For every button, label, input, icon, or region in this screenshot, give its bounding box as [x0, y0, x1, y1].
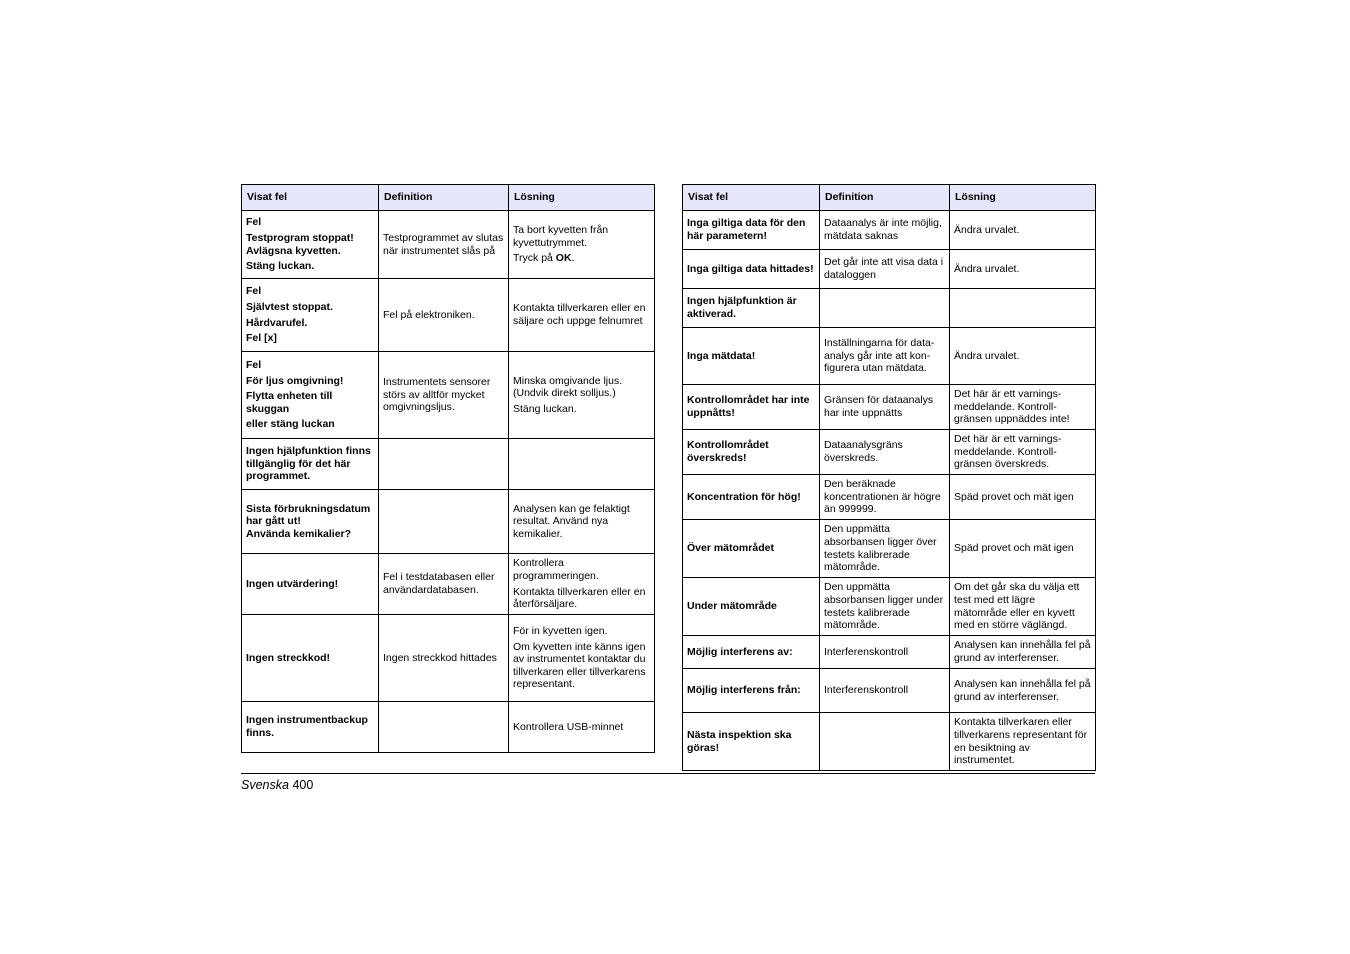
header-error: Visat fel — [242, 185, 379, 211]
error-cell — [242, 615, 379, 702]
cell-text: Ingen hjälpfunktion är aktiverad. — [687, 295, 797, 320]
cell-text: Ingen streckkod hittades — [383, 651, 497, 664]
cell-text: Nästa inspektion ska göras! — [687, 728, 792, 754]
table-row — [683, 578, 1096, 636]
cell-text: Analysen kan innehålla fel på grund av interferenser. — [954, 639, 1091, 664]
cell-text: Under mätområde — [687, 600, 777, 613]
error-cell — [242, 439, 379, 490]
cell-text: eller stäng luckan — [246, 418, 335, 431]
cell-text: Om det går ska du välja ett test med ett lägre mätområde eller en kyvett med en större väglängd. — [954, 581, 1080, 632]
solution-cell — [509, 211, 655, 279]
cell-text: Möjlig interferens från: — [687, 684, 801, 697]
left-table-body — [242, 211, 655, 753]
cell-text: Sista förbrukningsdatum har gått ut! — [246, 502, 371, 528]
cell-text: Inga mätdata! — [687, 349, 756, 362]
cell-text: Kontrollområdet överskreds! — [687, 439, 769, 464]
cell-text: Använda kemikalier? — [246, 527, 352, 540]
error-cell — [242, 702, 379, 753]
cell-text: Ändra urvalet. — [954, 262, 1020, 275]
cell-text: Dataanalys är inte möjlig, mätdata saknas — [824, 217, 942, 242]
error-cell — [683, 578, 820, 636]
cell-text: Ändra urvalet. — [954, 349, 1020, 362]
cell-text: Kontrollera USB-minnet — [513, 720, 624, 733]
header-definition: Definition — [379, 185, 509, 211]
cell-text: Ändra urvalet. — [954, 223, 1020, 236]
cell-text: Ingen hjälpfunktion finns tillgänglig för det här programmet. — [246, 445, 371, 483]
table-row — [242, 211, 655, 279]
cell-text: Stäng luckan. — [513, 402, 577, 415]
cell-text: Det går inte att visa data i dataloggen — [824, 256, 944, 281]
error-cell — [683, 669, 820, 713]
cell-text: Analysen kan ge felaktigt resultat. Använd nya kemikalier. — [513, 502, 630, 540]
solution-cell — [950, 385, 1096, 430]
cell-text: Avlägsna kyvetten. — [246, 244, 341, 257]
cell-text: Flytta enheten till skuggan — [246, 390, 333, 415]
solution-cell — [950, 636, 1096, 669]
error-cell — [683, 520, 820, 578]
table-row — [242, 439, 655, 490]
error-cell — [683, 250, 820, 289]
cell-text: Inga giltiga data för den här parametern! — [687, 217, 806, 242]
definition-cell — [820, 669, 950, 713]
error-cell — [683, 636, 820, 669]
cell-text: Den uppmätta absorbansen ligger under testets kalibrerade mätområde. — [824, 581, 944, 632]
table-row — [683, 328, 1096, 385]
cell-text: Möjlig interferens av: — [687, 645, 793, 658]
table-row — [242, 352, 655, 439]
cell-text: Gränsen för dataanalys har inte uppnätts — [824, 394, 934, 419]
cell-text: Fel — [246, 285, 262, 298]
definition-cell — [379, 615, 509, 702]
error-cell — [683, 328, 820, 385]
table-row — [683, 520, 1096, 578]
solution-cell — [950, 520, 1096, 578]
error-cell — [242, 490, 379, 554]
definition-cell — [820, 520, 950, 578]
table-row — [683, 385, 1096, 430]
solution-cell — [950, 211, 1096, 250]
table-row — [683, 289, 1096, 328]
table-row — [242, 554, 655, 615]
error-table-left — [241, 184, 655, 753]
cell-text: Interferenskontroll — [824, 684, 909, 697]
definition-cell — [820, 713, 950, 771]
cell-text: Späd provet och mät igen — [954, 490, 1074, 503]
solution-cell — [950, 669, 1096, 713]
cell-text: Stäng luckan. — [246, 260, 315, 273]
cell-text: Fel [x] — [246, 332, 277, 345]
definition-cell — [820, 211, 950, 250]
table-row — [683, 713, 1096, 771]
cell-text: Fel i testdatabasen eller användardatabasen. — [383, 571, 495, 596]
definition-cell — [820, 636, 950, 669]
cell-text: Tryck på OK. — [513, 252, 575, 265]
cell-text: Minska omgivande ljus. (Undvik direkt solljus.) — [513, 374, 623, 400]
solution-cell — [950, 713, 1096, 771]
table-row — [683, 211, 1096, 250]
cell-text: Kontakta tillverkaren eller en återförsäljare. — [513, 585, 646, 611]
error-cell — [242, 554, 379, 615]
solution-cell — [950, 289, 1096, 328]
footer-language: Svenska — [241, 778, 289, 792]
table-row — [683, 250, 1096, 289]
page-number: 400 — [292, 778, 314, 792]
cell-text: Interferenskontroll — [824, 645, 909, 658]
table-row — [242, 615, 655, 702]
header-solution: Lösning — [509, 185, 655, 211]
table-row — [683, 430, 1096, 475]
definition-cell — [820, 289, 950, 328]
cell-text: Fel på elektroniken. — [383, 308, 475, 321]
error-cell — [683, 289, 820, 328]
error-cell — [242, 352, 379, 439]
definition-cell — [379, 279, 509, 352]
cell-text: Över mätområdet — [687, 542, 774, 555]
cell-text: Ingen instrumentbackup finns. — [246, 714, 368, 739]
definition-cell — [820, 578, 950, 636]
cell-text: Kontrollområdet har inte uppnåtts! — [687, 394, 810, 419]
page-footer — [241, 778, 313, 792]
cell-text: Instrumentets sensorer störs av alltför mycket omgivningsljus. — [383, 376, 491, 414]
header-row — [683, 185, 1096, 211]
definition-cell — [379, 702, 509, 753]
cell-text: Kontakta tillverkaren eller tillverkarens representant för en besiktning av instrumentet. — [954, 716, 1088, 767]
footer-rule — [241, 773, 1095, 774]
error-cell — [683, 430, 820, 475]
definition-cell — [379, 490, 509, 554]
solution-cell — [509, 490, 655, 554]
table-row — [242, 279, 655, 352]
cell-text: Kontakta tillverkaren eller en säljare och uppge felnumret — [513, 302, 646, 327]
solution-cell — [509, 279, 655, 352]
solution-cell — [509, 352, 655, 439]
cell-text: Den uppmätta absorbansen ligger över testets kalibrerade mätområde. — [824, 523, 937, 574]
header-definition: Definition — [820, 185, 950, 211]
solution-cell — [950, 475, 1096, 520]
solution-cell — [509, 439, 655, 490]
cell-text: Analysen kan innehålla fel på grund av interferenser. — [954, 677, 1091, 703]
definition-cell — [820, 250, 950, 289]
table-row — [242, 490, 655, 554]
definition-cell — [820, 475, 950, 520]
right-table-body — [683, 211, 1096, 771]
header-solution: Lösning — [950, 185, 1096, 211]
table-row — [242, 702, 655, 753]
definition-cell — [820, 385, 950, 430]
cell-text: Hårdvarufel. — [246, 316, 308, 329]
solution-cell — [509, 554, 655, 615]
table-row — [683, 636, 1096, 669]
cell-text: För ljus omgivning! — [246, 374, 344, 387]
solution-cell — [950, 430, 1096, 475]
definition-cell — [379, 352, 509, 439]
definition-cell — [820, 430, 950, 475]
cell-text: Fel — [246, 359, 262, 372]
error-table-right — [682, 184, 1096, 771]
error-cell — [683, 211, 820, 250]
cell-text: Inga giltiga data hittades! — [687, 262, 814, 275]
definition-cell — [379, 439, 509, 490]
table-row — [683, 669, 1096, 713]
definition-cell — [820, 328, 950, 385]
definition-cell — [379, 554, 509, 615]
cell-text: Dataanalysgräns överskreds. — [824, 439, 903, 464]
cell-text: Testprogrammet av slutas när instrumentet slås på — [383, 231, 504, 257]
error-cell — [242, 279, 379, 352]
cell-text: Kontrollera programmeringen. — [513, 557, 599, 582]
key-label: OK — [555, 252, 572, 265]
cell-text: Späd provet och mät igen — [954, 542, 1074, 555]
cell-text: Inställningarna för data-analys går inte att kon-figurera utan mätdata. — [824, 337, 935, 375]
cell-text: Den beräknade koncentrationen är högre än 999999. — [824, 478, 941, 516]
cell-text: Självtest stoppat. — [246, 300, 333, 313]
cell-text: Ingen utvärdering! — [246, 577, 339, 590]
error-cell — [242, 211, 379, 279]
cell-text: Fel — [246, 216, 262, 229]
error-cell — [683, 713, 820, 771]
solution-cell — [509, 702, 655, 753]
cell-text: Om kyvetten inte känns igen av instrumentet kontaktar du tillverkaren eller tillverkarens representant. — [513, 640, 646, 691]
header-error: Visat fel — [683, 185, 820, 211]
solution-cell — [950, 328, 1096, 385]
table-row — [683, 475, 1096, 520]
solution-cell — [950, 578, 1096, 636]
cell-text: Ingen streckkod! — [246, 651, 331, 664]
cell-text: Det här är ett varnings-meddelande. Kontroll-gränsen uppnäddes inte! — [954, 388, 1070, 426]
solution-cell — [509, 615, 655, 702]
header-row — [242, 185, 655, 211]
solution-cell — [950, 250, 1096, 289]
cell-text: För in kyvetten igen. — [513, 625, 608, 638]
cell-text: Koncentration för hög! — [687, 490, 801, 503]
error-cell — [683, 475, 820, 520]
cell-text: Det här är ett varnings-meddelande. Kontroll-gränsen överskreds. — [954, 433, 1062, 471]
cell-text: Ta bort kyvetten från kyvettutrymmet. — [513, 224, 609, 249]
definition-cell — [379, 211, 509, 279]
cell-text: Testprogram stoppat! — [246, 231, 354, 244]
error-cell — [683, 385, 820, 430]
